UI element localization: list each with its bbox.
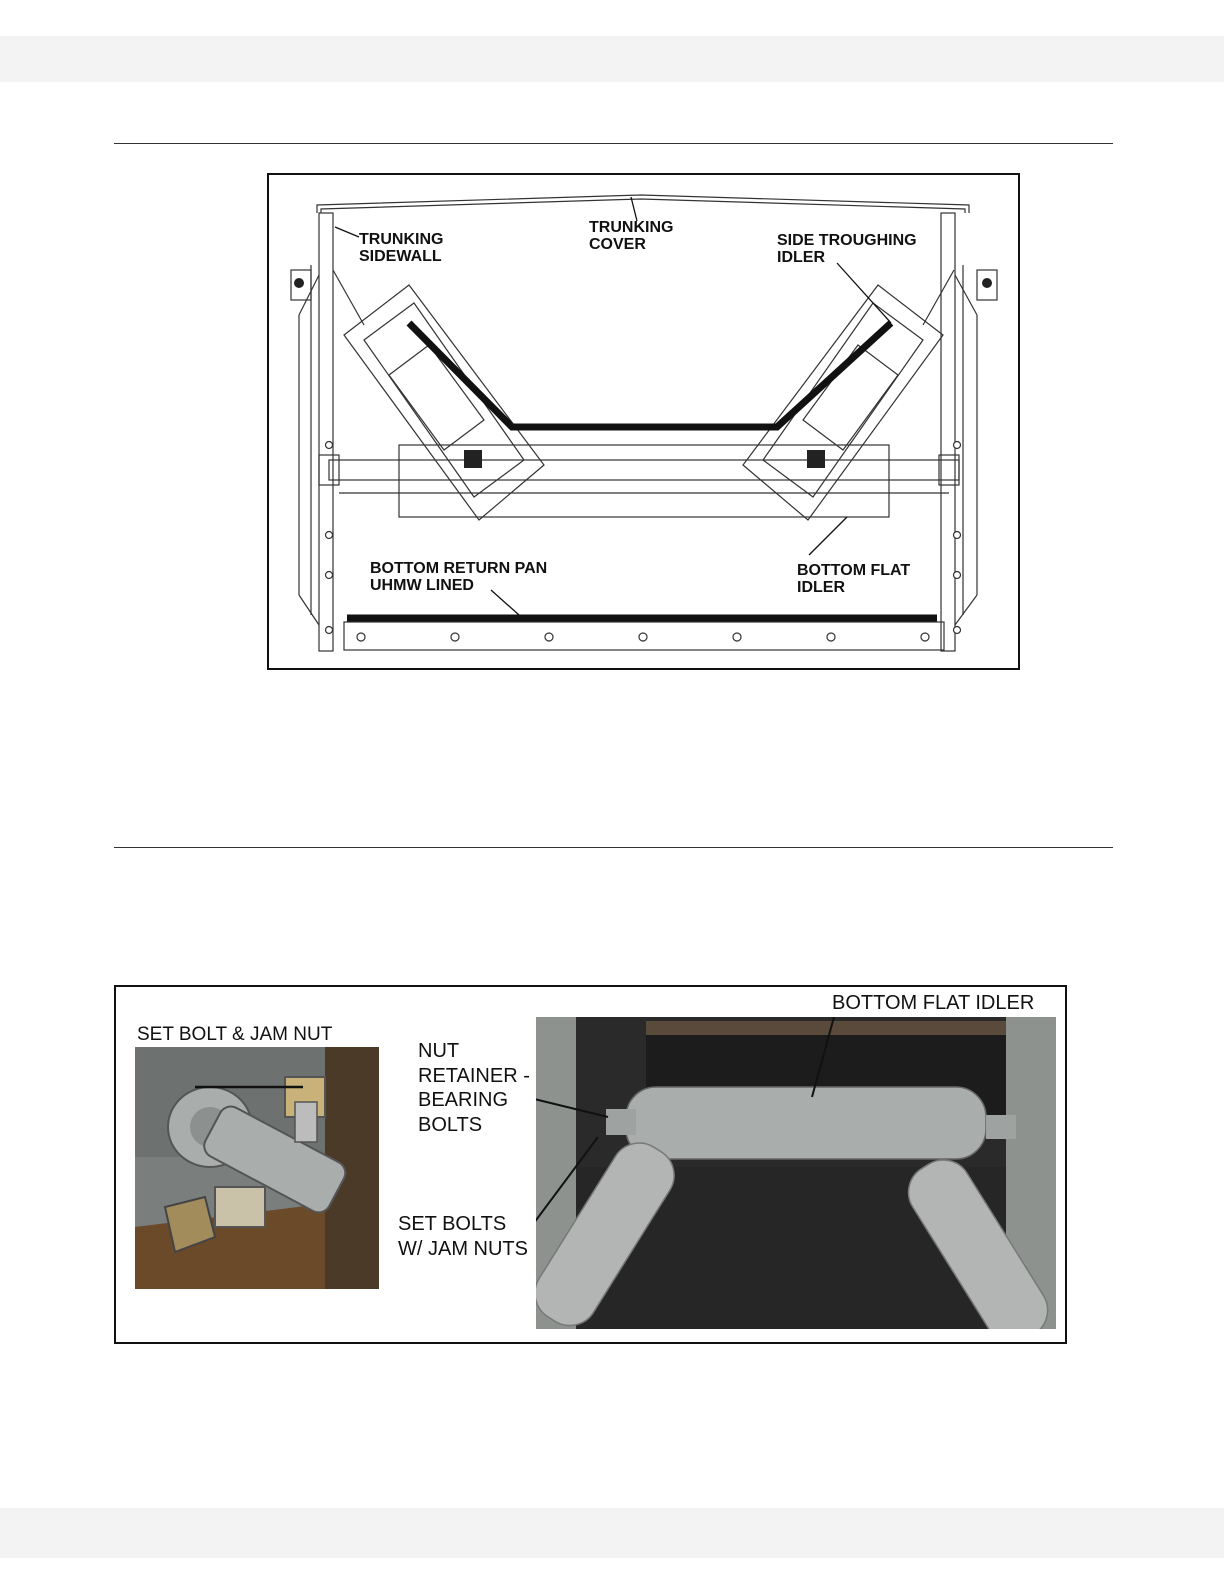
- middle-rule: [114, 847, 1113, 848]
- footer-band: [0, 1508, 1224, 1558]
- label-set-bolts-jam-nuts: SET BOLTS W/ JAM NUTS: [398, 1213, 528, 1260]
- label-trunking-sidewall: TRUNKING SIDEWALL: [359, 231, 444, 265]
- set-bolt-closeup-photo: [135, 1047, 379, 1289]
- top-rule: [114, 143, 1113, 144]
- label-trunking-cover: TRUNKING COVER: [589, 219, 674, 253]
- bottom-flat-idler-photo: [536, 1017, 1056, 1329]
- label-set-bolt-jam-nut: SET BOLT & JAM NUT: [137, 1024, 333, 1045]
- header-band: [0, 36, 1224, 82]
- conveyor-belt-line: [409, 323, 891, 427]
- label-nut-retainer-bearing-bolts: NUT RETAINER - BEARING BOLTS: [418, 1040, 530, 1136]
- trunking-cross-section-figure: [267, 173, 1020, 670]
- label-side-troughing-idler: SIDE TROUGHING IDLER: [777, 232, 917, 266]
- label-bottom-flat-idler: BOTTOM FLAT IDLER: [797, 562, 911, 596]
- label-bottom-return-pan: BOTTOM RETURN PAN UHMW LINED: [370, 560, 548, 594]
- idler-photos-figure: [114, 985, 1067, 1344]
- label-bottom-flat-idler-photo: BOTTOM FLAT IDLER: [832, 992, 1035, 1014]
